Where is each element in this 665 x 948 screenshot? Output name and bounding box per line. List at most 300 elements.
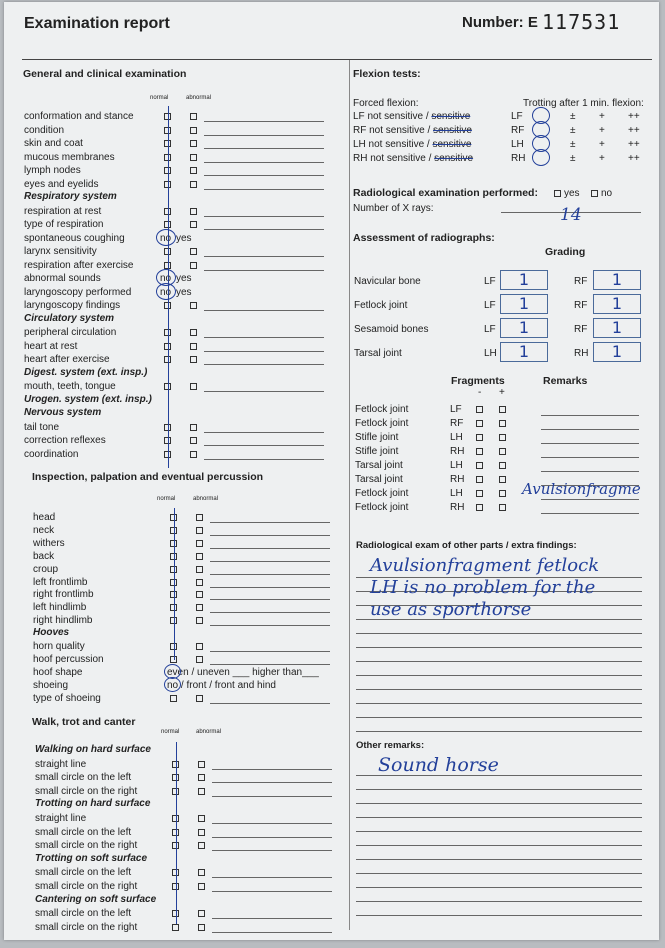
other-remarks-heading: Other remarks: bbox=[356, 740, 425, 751]
remark-line bbox=[212, 932, 332, 933]
remark-line bbox=[204, 175, 324, 176]
flexion-scale-2: ++ bbox=[628, 111, 640, 122]
report-title: Examination report bbox=[24, 15, 170, 32]
remark-line bbox=[204, 135, 324, 136]
assessment-heading: Assessment of radiographs: bbox=[353, 232, 495, 244]
grade-value-left: 1 bbox=[518, 270, 530, 289]
grade-value-left: 1 bbox=[518, 294, 530, 313]
option-text: even / uneven ___ higher than___ bbox=[167, 666, 319, 678]
walk-col-abnormal: abnormal bbox=[196, 729, 222, 735]
flexion-scale-1: + bbox=[599, 125, 605, 136]
remark-line bbox=[204, 459, 324, 460]
abnormal-checkbox[interactable] bbox=[198, 829, 205, 836]
remark-line bbox=[204, 432, 324, 433]
remark-line bbox=[210, 574, 330, 575]
row-label-laryngoscopy-performed: laryngoscopy performed bbox=[24, 286, 132, 298]
grading-label: Grading bbox=[545, 246, 586, 258]
other-parts-line bbox=[356, 689, 642, 690]
option-text: no / front / front and hind bbox=[167, 679, 276, 691]
inspection-heading: Inspection, palpation and eventual percussion bbox=[32, 471, 264, 483]
flexion-scale-0: ± bbox=[570, 153, 576, 164]
fragment-minus-checkbox[interactable] bbox=[476, 420, 483, 427]
abnormal-checkbox[interactable] bbox=[196, 579, 203, 586]
abnormal-checkbox[interactable] bbox=[198, 883, 205, 890]
fragment-remark-line bbox=[541, 513, 639, 514]
row-label-straight-line: straight line bbox=[35, 813, 87, 824]
fragment-remark-line bbox=[541, 499, 639, 500]
row-label-horn-quality: horn quality bbox=[33, 641, 85, 652]
radiology-no-label: no bbox=[601, 188, 613, 199]
fragment-remark-line bbox=[541, 415, 639, 416]
fragment-remark-line bbox=[541, 457, 639, 458]
fragment-plus-checkbox[interactable] bbox=[499, 462, 506, 469]
abnormal-checkbox[interactable] bbox=[190, 424, 197, 431]
flexion-zero-circle bbox=[532, 149, 550, 166]
grade-value-right: 1 bbox=[611, 294, 623, 313]
other-remarks-line bbox=[356, 845, 642, 846]
abnormal-checkbox[interactable] bbox=[190, 154, 197, 161]
row-label-respiratory-system: Respiratory system bbox=[24, 191, 117, 202]
grade-value-right: 1 bbox=[611, 270, 623, 289]
remark-line bbox=[210, 548, 330, 549]
flexion-scale-0: ± bbox=[570, 139, 576, 150]
other-remarks-line bbox=[356, 817, 642, 818]
other-remarks-line bbox=[356, 789, 642, 790]
fragment-label: Stifle joint bbox=[355, 446, 399, 457]
row-label-mucous-membranes: mucous membranes bbox=[24, 151, 115, 163]
remark-line bbox=[204, 310, 324, 311]
row-label-small-circle-on-the-left: small circle on the left bbox=[35, 826, 132, 838]
fragment-label: Tarsal joint bbox=[355, 474, 403, 485]
flexion-row-lf bbox=[353, 110, 470, 123]
abnormal-checkbox[interactable] bbox=[196, 527, 203, 534]
abnormal-checkbox[interactable] bbox=[190, 356, 197, 363]
row-label-circulatory-system: Circulatory system bbox=[24, 312, 115, 324]
abnormal-checkbox[interactable] bbox=[198, 761, 205, 768]
row-label-small-circle-on-the-right: small circle on the right bbox=[35, 881, 138, 892]
other-parts-heading: Radiological exam of other parts / extra findings: bbox=[356, 540, 577, 551]
row-label-respiration-at-rest: respiration at rest bbox=[24, 205, 102, 217]
grade-box-right[interactable] bbox=[593, 270, 641, 290]
abnormal-checkbox[interactable] bbox=[196, 604, 203, 611]
other-parts-line bbox=[356, 647, 642, 648]
abnormal-checkbox[interactable] bbox=[190, 181, 197, 188]
flexion-scale-0: ± bbox=[570, 125, 576, 136]
remark-line bbox=[212, 782, 332, 783]
flexion-leg-rf: RF bbox=[511, 125, 525, 136]
remark-line bbox=[204, 189, 324, 190]
radiology-yes-label: yes bbox=[564, 188, 580, 199]
option-no: no bbox=[160, 286, 172, 298]
grade-box-left[interactable] bbox=[500, 342, 548, 362]
abnormal-checkbox[interactable] bbox=[196, 591, 203, 598]
general-heading: General and clinical examination bbox=[23, 68, 187, 80]
assessment-left-leg: LF bbox=[484, 324, 496, 335]
normal-checkbox[interactable] bbox=[170, 695, 177, 702]
abnormal-checkbox[interactable] bbox=[190, 127, 197, 134]
assessment-right-leg: RH bbox=[574, 348, 589, 359]
fragment-plus-checkbox[interactable] bbox=[499, 434, 506, 441]
fragment-minus-checkbox[interactable] bbox=[476, 434, 483, 441]
grade-box-left[interactable] bbox=[500, 294, 548, 314]
other-remarks-text: Sound horse bbox=[378, 754, 499, 776]
abnormal-checkbox[interactable] bbox=[196, 617, 203, 624]
flexion-prefix: LH not sensitive / bbox=[353, 139, 433, 150]
row-label-trotting-on-soft-surface: Trotting on soft surface bbox=[35, 852, 148, 864]
fragment-minus-checkbox[interactable] bbox=[476, 406, 483, 413]
xrays-value: 14 bbox=[560, 205, 582, 225]
row-label-walking-on-hard-surface: Walking on hard surface bbox=[35, 744, 151, 755]
abnormal-checkbox[interactable] bbox=[196, 695, 203, 702]
flexion-struck: sensitive bbox=[434, 153, 474, 164]
remark-line bbox=[204, 121, 324, 122]
row-label-small-circle-on-the-left: small circle on the left bbox=[35, 908, 132, 920]
other-parts-text: LH is no problem for the bbox=[370, 577, 596, 598]
inspection-normal-tick-line bbox=[174, 508, 175, 660]
grade-value-left: 1 bbox=[518, 318, 530, 337]
flexion-row-rh bbox=[353, 152, 473, 165]
flexion-struck: sensitive bbox=[431, 111, 471, 122]
abnormal-checkbox[interactable] bbox=[196, 514, 203, 521]
abnormal-checkbox[interactable] bbox=[190, 451, 197, 458]
row-label-left-frontlimb: left frontlimb bbox=[33, 576, 88, 588]
fragment-remark-line bbox=[541, 429, 639, 430]
no-circle-mark bbox=[156, 229, 176, 246]
abnormal-checkbox[interactable] bbox=[190, 113, 197, 120]
flexion-prefix: RH not sensitive / bbox=[353, 153, 435, 164]
remark-line bbox=[204, 445, 324, 446]
remark-line bbox=[210, 587, 330, 588]
fragment-leg: RH bbox=[450, 502, 465, 513]
remark-line bbox=[212, 837, 332, 838]
row-label-heart-at-rest: heart at rest bbox=[24, 340, 78, 352]
abnormal-checkbox[interactable] bbox=[198, 815, 205, 822]
abnormal-checkbox[interactable] bbox=[190, 208, 197, 215]
flexion-prefix: LF not sensitive / bbox=[353, 111, 432, 122]
row-label-small-circle-on-the-left: small circle on the left bbox=[35, 772, 132, 784]
remark-line bbox=[212, 769, 332, 770]
no-circle-mark bbox=[156, 283, 176, 300]
grade-value-right: 1 bbox=[611, 342, 623, 361]
other-parts-text: use as sporthorse bbox=[370, 599, 532, 620]
fragment-remark-line bbox=[541, 443, 639, 444]
row-label-lymph-nodes: lymph nodes bbox=[24, 165, 81, 176]
abnormal-checkbox[interactable] bbox=[196, 566, 203, 573]
other-remarks-line bbox=[356, 901, 642, 902]
remark-line bbox=[210, 612, 330, 613]
remark-line bbox=[212, 850, 332, 851]
remark-line bbox=[204, 337, 324, 338]
other-remarks-line bbox=[356, 915, 642, 916]
row-label-type-of-respiration: type of respiration bbox=[24, 219, 104, 230]
row-label-croup: croup bbox=[33, 563, 59, 575]
row-label-cantering-on-soft-surface: Cantering on soft surface bbox=[35, 893, 157, 905]
fragment-leg: LH bbox=[450, 488, 463, 499]
fragment-remark: Avulsionfragme bbox=[522, 480, 641, 498]
remark-line bbox=[210, 651, 330, 652]
other-parts-line bbox=[356, 675, 642, 676]
grade-value-right: 1 bbox=[611, 318, 623, 337]
fragment-leg: RH bbox=[450, 474, 465, 485]
fragment-minus-checkbox[interactable] bbox=[476, 448, 483, 455]
flexion-leg-lf: LF bbox=[511, 111, 523, 122]
remark-line bbox=[210, 664, 330, 665]
abnormal-checkbox[interactable] bbox=[190, 437, 197, 444]
flexion-scale-2: ++ bbox=[628, 139, 640, 150]
other-remarks-line bbox=[356, 803, 642, 804]
remark-line bbox=[212, 796, 332, 797]
remark-line bbox=[204, 391, 324, 392]
fragment-leg: LH bbox=[450, 432, 463, 443]
row-label-mouth-teeth-tongue: mouth, teeth, tongue bbox=[24, 381, 116, 392]
row-label-type-of-shoeing: type of shoeing bbox=[33, 692, 101, 704]
grade-box-right[interactable] bbox=[593, 318, 641, 338]
assessment-label-sesamoid-bones: Sesamoid bones bbox=[354, 324, 429, 335]
general-col-abnormal: abnormal bbox=[186, 95, 212, 101]
option-no: no bbox=[160, 232, 172, 244]
abnormal-checkbox[interactable] bbox=[198, 869, 205, 876]
fragment-label: Fetlock joint bbox=[355, 404, 409, 415]
fragment-label: Fetlock joint bbox=[355, 418, 409, 429]
abnormal-checkbox[interactable] bbox=[190, 262, 197, 269]
remark-line bbox=[210, 599, 330, 600]
inspection-col-normal: normal bbox=[157, 496, 176, 502]
abnormal-checkbox[interactable] bbox=[190, 221, 197, 228]
flexion-leg-lh: LH bbox=[511, 139, 524, 150]
row-label-laryngoscopy-findings: laryngoscopy findings bbox=[24, 300, 121, 311]
number-label: Number: E bbox=[462, 14, 538, 31]
row-label-condition: condition bbox=[24, 124, 65, 136]
option-yes: yes bbox=[176, 232, 192, 244]
row-label-withers: withers bbox=[33, 537, 65, 549]
other-remarks-line bbox=[356, 887, 642, 888]
row-label-abnormal-sounds: abnormal sounds bbox=[24, 273, 101, 284]
trotting-flexion-label: Trotting after 1 min. flexion: bbox=[523, 98, 644, 109]
header-divider bbox=[22, 59, 652, 60]
other-parts-line bbox=[356, 661, 642, 662]
grade-box-right[interactable] bbox=[593, 342, 641, 362]
other-remarks-line bbox=[356, 873, 642, 874]
row-label-peripheral-circulation: peripheral circulation bbox=[24, 327, 117, 338]
remark-line bbox=[212, 891, 332, 892]
remark-line bbox=[204, 364, 324, 365]
normal-checkbox[interactable] bbox=[172, 924, 179, 931]
radiology-performed-label: Radiological examination performed: bbox=[353, 187, 538, 199]
fragment-minus-checkbox[interactable] bbox=[476, 490, 483, 497]
fragment-minus-checkbox[interactable] bbox=[476, 476, 483, 483]
row-label-coordination: coordination bbox=[24, 448, 79, 460]
row-label-eyes-and-eyelids: eyes and eyelids bbox=[24, 178, 99, 190]
abnormal-checkbox[interactable] bbox=[198, 910, 205, 917]
fragment-plus-checkbox[interactable] bbox=[499, 476, 506, 483]
assessment-label-navicular-bone: Navicular bone bbox=[354, 276, 421, 287]
remark-line bbox=[210, 535, 330, 536]
forced-flexion-label: Forced flexion: bbox=[353, 98, 419, 109]
remark-line bbox=[212, 918, 332, 919]
walk-normal-tick-line bbox=[176, 742, 177, 924]
fragment-label: Fetlock joint bbox=[355, 488, 409, 499]
walk-col-normal: normal bbox=[161, 729, 180, 735]
column-divider bbox=[349, 60, 350, 930]
flexion-scale-1: + bbox=[599, 153, 605, 164]
abnormal-checkbox[interactable] bbox=[190, 302, 197, 309]
remark-line bbox=[204, 229, 324, 230]
abnormal-checkbox[interactable] bbox=[190, 167, 197, 174]
general-normal-tick-line bbox=[168, 106, 169, 468]
inspection-col-abnormal: abnormal bbox=[193, 496, 219, 502]
remark-line bbox=[204, 256, 324, 257]
row-label-small-circle-on-the-right: small circle on the right bbox=[35, 921, 138, 933]
row-label-back: back bbox=[33, 550, 55, 562]
remark-line bbox=[210, 625, 330, 626]
fragment-label: Tarsal joint bbox=[355, 460, 403, 471]
assessment-label-fetlock-joint: Fetlock joint bbox=[354, 300, 408, 311]
fragment-leg: LH bbox=[450, 460, 463, 471]
option-yes: yes bbox=[176, 286, 192, 298]
other-parts-text: Avulsionfragment fetlock bbox=[370, 555, 600, 576]
remark-line bbox=[204, 148, 324, 149]
remark-line bbox=[204, 270, 324, 271]
remark-line bbox=[210, 522, 330, 523]
row-label-digest-system-ext-insp: Digest. system (ext. insp.) bbox=[24, 366, 148, 378]
abnormal-checkbox[interactable] bbox=[198, 842, 205, 849]
abnormal-checkbox[interactable] bbox=[198, 774, 205, 781]
report-sheet bbox=[4, 2, 659, 940]
fragment-minus-checkbox[interactable] bbox=[476, 504, 483, 511]
other-parts-line bbox=[356, 717, 642, 718]
row-label-hooves: Hooves bbox=[33, 627, 70, 639]
fragment-minus-checkbox[interactable] bbox=[476, 462, 483, 469]
grade-box-right[interactable] bbox=[593, 294, 641, 314]
flexion-scale-1: + bbox=[599, 139, 605, 150]
abnormal-checkbox[interactable] bbox=[198, 924, 205, 931]
walk-heading: Walk, trot and canter bbox=[32, 716, 136, 728]
flexion-scale-1: + bbox=[599, 111, 605, 122]
abnormal-checkbox[interactable] bbox=[196, 540, 203, 547]
remark-line bbox=[212, 877, 332, 878]
flexion-prefix: RF not sensitive / bbox=[353, 125, 434, 136]
other-parts-line bbox=[356, 703, 642, 704]
flexion-scale-0: ± bbox=[570, 111, 576, 122]
assessment-label-tarsal-joint: Tarsal joint bbox=[354, 348, 402, 359]
remark-line bbox=[204, 351, 324, 352]
fragment-leg: RF bbox=[450, 418, 464, 429]
remark-line bbox=[204, 216, 324, 217]
other-remarks-line bbox=[356, 859, 642, 860]
abnormal-checkbox[interactable] bbox=[190, 140, 197, 147]
row-label-spontaneous-coughing: spontaneous coughing bbox=[24, 232, 125, 244]
flexion-scale-2: ++ bbox=[628, 125, 640, 136]
abnormal-checkbox[interactable] bbox=[190, 383, 197, 390]
assessment-right-leg: RF bbox=[574, 324, 588, 335]
radiology-yes-checkbox[interactable] bbox=[554, 190, 561, 197]
row-label-small-circle-on-the-right: small circle on the right bbox=[35, 785, 138, 797]
assessment-right-leg: RF bbox=[574, 276, 588, 287]
fragment-remark-line bbox=[541, 471, 639, 472]
row-label-nervous-system: Nervous system bbox=[24, 407, 102, 418]
remark-line bbox=[210, 561, 330, 562]
option-no: no bbox=[160, 273, 172, 284]
row-label-larynx-sensitivity: larynx sensitivity bbox=[24, 246, 97, 257]
assessment-left-leg: LH bbox=[484, 348, 497, 359]
abnormal-checkbox[interactable] bbox=[196, 643, 203, 650]
assessment-left-leg: LF bbox=[484, 300, 496, 311]
fragments-remarks-heading: Remarks bbox=[543, 375, 588, 387]
grade-value-left: 1 bbox=[518, 342, 530, 361]
fragment-leg: RH bbox=[450, 446, 465, 457]
remark-line bbox=[204, 162, 324, 163]
row-label-urogen-system-ext-insp: Urogen. system (ext. insp.) bbox=[24, 393, 152, 405]
assessment-right-leg: RF bbox=[574, 300, 588, 311]
grade-box-left[interactable] bbox=[500, 270, 548, 290]
row-label-tail-tone: tail tone bbox=[24, 421, 60, 433]
abnormal-checkbox[interactable] bbox=[190, 343, 197, 350]
remark-line bbox=[212, 823, 332, 824]
fragment-plus-checkbox[interactable] bbox=[499, 490, 506, 497]
radiology-no-checkbox[interactable] bbox=[591, 190, 598, 197]
other-parts-line bbox=[356, 633, 642, 634]
flexion-row-rf bbox=[353, 124, 472, 137]
row-label-right-hindlimb: right hindlimb bbox=[33, 615, 93, 627]
abnormal-checkbox[interactable] bbox=[190, 329, 197, 336]
fragments-minus: - bbox=[478, 387, 482, 398]
selected-circle-mark bbox=[164, 677, 181, 692]
fragment-plus-checkbox[interactable] bbox=[499, 420, 506, 427]
flexion-heading: Flexion tests: bbox=[353, 68, 421, 80]
xrays-label: Number of X rays: bbox=[353, 203, 434, 214]
fragments-plus: + bbox=[499, 387, 505, 398]
assessment-left-leg: LF bbox=[484, 276, 496, 287]
flexion-row-lh bbox=[353, 138, 471, 151]
row-label-small-circle-on-the-right: small circle on the right bbox=[35, 840, 138, 852]
general-col-normal: normal bbox=[150, 95, 169, 101]
report-number: 117531 bbox=[542, 10, 621, 34]
remark-line bbox=[210, 703, 330, 704]
abnormal-checkbox[interactable] bbox=[190, 248, 197, 255]
row-label-skin-and-coat: skin and coat bbox=[24, 138, 83, 149]
row-label-shoeing: shoeing bbox=[33, 679, 69, 691]
flexion-struck: sensitive bbox=[432, 139, 472, 150]
abnormal-checkbox[interactable] bbox=[198, 788, 205, 795]
flexion-scale-2: ++ bbox=[628, 153, 640, 164]
abnormal-checkbox[interactable] bbox=[196, 656, 203, 663]
flexion-leg-rh: RH bbox=[511, 153, 526, 164]
row-label-hoof-shape: hoof shape bbox=[33, 666, 83, 678]
other-remarks-line bbox=[356, 831, 642, 832]
fragment-leg: LF bbox=[450, 404, 462, 415]
abnormal-checkbox[interactable] bbox=[196, 553, 203, 560]
row-label-conformation-and-stance: conformation and stance bbox=[24, 111, 134, 122]
other-parts-line bbox=[356, 731, 642, 732]
row-label-trotting-on-hard-surface: Trotting on hard surface bbox=[35, 798, 151, 810]
row-label-right-frontlimb: right frontlimb bbox=[33, 589, 94, 601]
row-label-head: head bbox=[33, 512, 56, 523]
row-label-neck: neck bbox=[33, 524, 55, 536]
fragments-heading: Fragments bbox=[451, 375, 505, 387]
flexion-struck: sensitive bbox=[433, 125, 472, 136]
fragment-plus-checkbox[interactable] bbox=[499, 406, 506, 413]
row-label-respiration-after-exercise: respiration after exercise bbox=[24, 259, 134, 271]
fragment-label: Stifle joint bbox=[355, 432, 399, 443]
row-label-straight-line: straight line bbox=[35, 758, 87, 770]
fragment-plus-checkbox[interactable] bbox=[499, 448, 506, 455]
grade-box-left[interactable] bbox=[500, 318, 548, 338]
fragment-plus-checkbox[interactable] bbox=[499, 504, 506, 511]
option-yes: yes bbox=[176, 273, 192, 284]
fragment-label: Fetlock joint bbox=[355, 502, 409, 513]
row-label-left-hindlimb: left hindlimb bbox=[33, 602, 87, 614]
row-label-correction-reflexes: correction reflexes bbox=[24, 435, 106, 446]
